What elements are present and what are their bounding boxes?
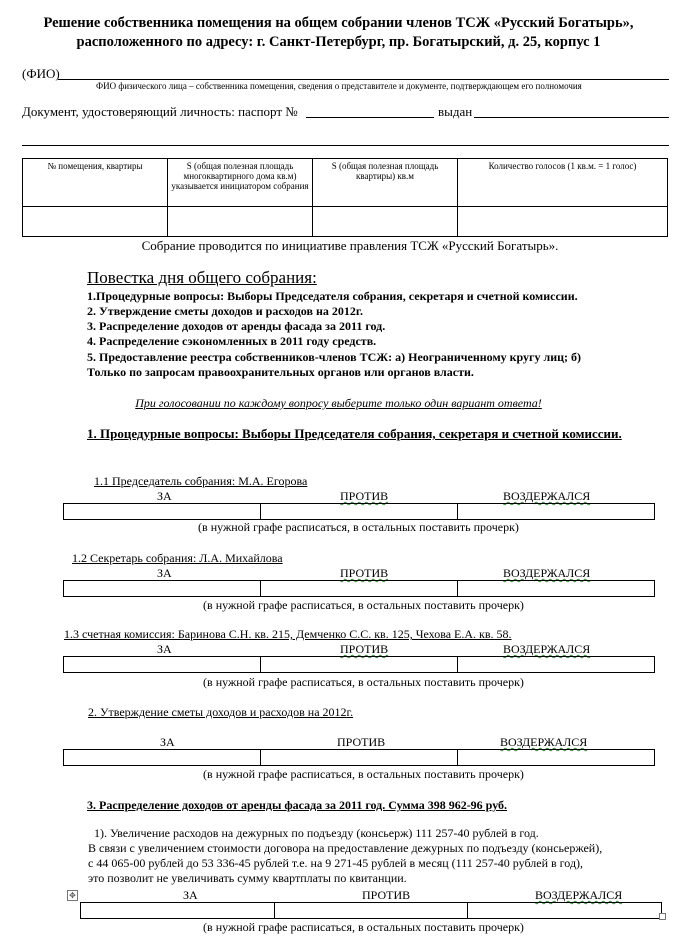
agenda-item-2: 2. Утверждение сметы доходов и расходов на 2012г.: [87, 304, 363, 318]
agenda-item-5-cont: Только по запросам правоохранительных органов или органов власти.: [87, 365, 474, 379]
cell-building-area[interactable]: [168, 207, 313, 237]
blank-line[interactable]: [22, 145, 669, 146]
document-title-line2: расположенного по адресу: г. Санкт-Петербург, пр. Богатырский, д. 25, корпус 1: [76, 34, 601, 50]
vote-cell-vozderzhalsya[interactable]: [458, 504, 654, 519]
vozderzhalsya-label: ВОЗДЕРЖАЛСЯ: [503, 566, 591, 580]
vozderzhalsya-label: ВОЗДЕРЖАЛСЯ: [503, 642, 591, 656]
vote-cell-protiv[interactable]: [261, 657, 458, 672]
section3-paragraph-line3: с 44 065-00 рублей до 53 336-45 рублей т.е. на 9 271-45 рублей в месяц (111 257-40 рублей в год),: [88, 856, 584, 870]
header-building-area: S (общая полезная площадь многоквартирного дома кв.м) указывается инициатором собрания: [168, 159, 313, 207]
vote-box-2: [63, 749, 655, 766]
voting-instruction: При голосовании по каждому вопросу выберите только один вариант ответа!: [135, 396, 542, 410]
vote-cell-za[interactable]: [81, 903, 275, 918]
vozderzhalsya-label: ВОЗДЕРЖАЛСЯ: [535, 888, 623, 902]
section3-title: 3. Распределение доходов от аренды фасада за 2011 год. Сумма 398 962-96 руб.: [87, 798, 508, 812]
vote-hint-2: (в нужной графе расписаться, в остальных поставить прочерк): [203, 767, 524, 781]
table-header-row: [23, 159, 668, 207]
za-label: ЗА: [157, 566, 172, 580]
vote-cell-vozderzhalsya[interactable]: [458, 581, 654, 596]
za-label: ЗА: [157, 489, 172, 503]
vote-box-1-2: [63, 580, 655, 597]
document-title-line1: Решение собственника помещения на общем собрании членов ТСЖ «Русский Богатырь»,: [43, 15, 634, 31]
agenda-item-4: 4. Распределение сэкономленных в 2011 году средств.: [87, 334, 377, 348]
protiv-label: ПРОТИВ: [340, 566, 389, 580]
vozderzhalsya-label: ВОЗДЕРЖАЛСЯ: [503, 489, 591, 503]
vote-hint-1-3: (в нужной графе расписаться, в остальных поставить прочерк): [203, 675, 524, 689]
issued-by-line[interactable]: [474, 117, 669, 118]
vote-hint-1-2: (в нужной графе расписаться, в остальных поставить прочерк): [203, 598, 524, 612]
agenda-item-1: 1.Процедурные вопросы: Выборы Председателя собрания, секретаря и счетной комиссии.: [87, 289, 578, 303]
vote-cell-za[interactable]: [64, 581, 261, 596]
question-1-1: 1.1 Председатель собрания: М.А. Егорова: [94, 474, 308, 488]
vote-box-3: [80, 902, 662, 919]
vote-cell-protiv[interactable]: [261, 581, 458, 596]
vote-cell-za[interactable]: [64, 750, 261, 765]
agenda-item-5: 5. Предоставление реестра собственников-членов ТСЖ: а) Неограниченному кругу лиц; б): [87, 350, 582, 364]
vote-hint-1-1: (в нужной графе расписаться, в остальных поставить прочерк): [198, 520, 519, 534]
vote-cell-vozderzhalsya[interactable]: [468, 903, 661, 918]
agenda-heading: Повестка дня общего собрания:: [87, 268, 317, 287]
header-apartment-number: № помещения, квартиры: [23, 159, 168, 207]
fio-caption: ФИО физического лица – собственника помещения, сведения о представителе и документе, подтверждающем его полномочия: [96, 81, 582, 91]
vote-box-1-1: [63, 503, 655, 520]
za-label: ЗА: [157, 642, 172, 656]
section3-paragraph-line4: это позволит не увеличивать сумму квартплаты по квитанции.: [88, 871, 407, 885]
vote-cell-za[interactable]: [64, 504, 261, 519]
apartment-info-table: [22, 158, 668, 237]
section3-paragraph-line1: 1). Увеличение расходов на дежурных по подъезду (консьерж) 111 257-40 рублей в год.: [94, 826, 539, 840]
table-input-row: [23, 207, 668, 237]
protiv-label: ПРОТИВ: [337, 735, 386, 749]
agenda-item-3: 3. Распределение доходов от аренды фасада за 2011 год.: [87, 319, 386, 333]
vote-cell-protiv[interactable]: [261, 750, 458, 765]
vote-cell-za[interactable]: [64, 657, 261, 672]
vote-cell-vozderzhalsya[interactable]: [458, 657, 654, 672]
vozderzhalsya-label: ВОЗДЕРЖАЛСЯ: [500, 735, 588, 749]
question-1-2: 1.2 Секретарь собрания: Л.А. Михайлова: [72, 551, 283, 565]
document-id-label: Документ, удостоверяющий личность: паспорт №: [22, 104, 298, 119]
vote-cell-vozderzhalsya[interactable]: [458, 750, 654, 765]
issued-label: выдан: [438, 104, 473, 119]
passport-number-line[interactable]: [306, 117, 434, 118]
header-apartment-area: S (общая полезная площадь квартиры) кв.м: [313, 159, 458, 207]
move-anchor-icon[interactable]: ✥: [67, 890, 78, 901]
vote-cell-protiv[interactable]: [275, 903, 469, 918]
fio-fill-line[interactable]: [58, 79, 669, 80]
cell-votes-count[interactable]: [458, 207, 668, 237]
table-resize-handle[interactable]: [659, 913, 666, 920]
cell-apartment-number[interactable]: [23, 207, 168, 237]
protiv-label: ПРОТИВ: [340, 642, 389, 656]
header-votes-count: Количество голосов (1 кв.м. = 1 голос): [458, 159, 668, 207]
question-1-3: 1.3 счетная комиссия: Баринова С.Н. кв. 215, Демченко С.С. кв. 125, Чехова Е.А. кв. 58.: [64, 627, 512, 641]
fio-label: (ФИО): [22, 66, 60, 81]
initiative-statement: Собрание проводится по инициативе правления ТСЖ «Русский Богатырь».: [141, 238, 559, 253]
cell-apartment-area[interactable]: [313, 207, 458, 237]
za-label: ЗА: [160, 735, 175, 749]
question-2: 2. Утверждение сметы доходов и расходов на 2012г.: [88, 705, 354, 719]
za-label: ЗА: [183, 888, 198, 902]
section3-paragraph-line2: В связи с увеличением стоимости договора на предоставление дежурных по подъезду (консьержей),: [88, 841, 603, 855]
protiv-label: ПРОТИВ: [340, 489, 389, 503]
vote-cell-protiv[interactable]: [261, 504, 458, 519]
protiv-label: ПРОТИВ: [362, 888, 411, 902]
vote-hint-3: (в нужной графе расписаться, в остальных поставить прочерк): [203, 920, 524, 934]
vote-box-1-3: [63, 656, 655, 673]
section1-title: 1. Процедурные вопросы: Выборы Председателя собрания, секретаря и счетной комиссии.: [87, 426, 622, 441]
